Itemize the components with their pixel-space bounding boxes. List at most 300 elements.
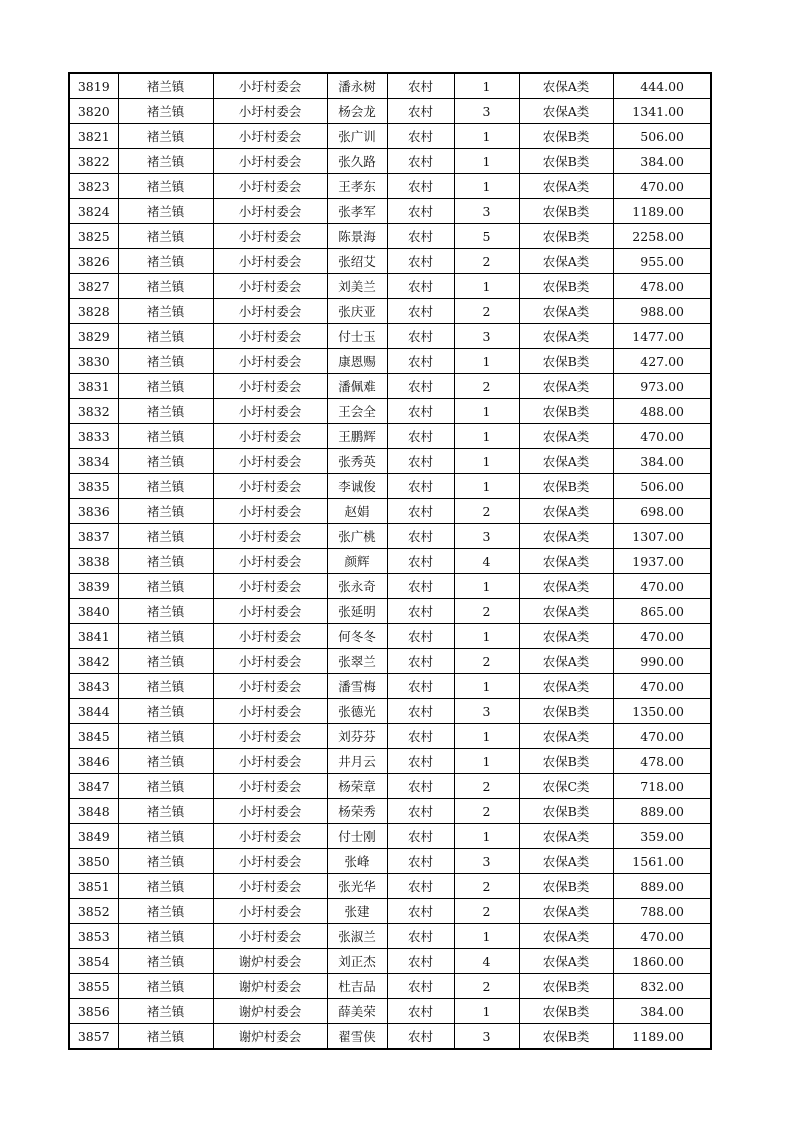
- table-row: [69, 749, 711, 774]
- cell-town: 褚兰镇: [118, 1024, 213, 1050]
- cell-amount: 718.00: [613, 774, 711, 799]
- cell-insurance-class: 农保A类: [519, 73, 613, 99]
- cell-area-type: 农村: [387, 799, 454, 824]
- cell-row-id: 3824: [69, 199, 118, 224]
- cell-insurance-class: 农保A类: [519, 249, 613, 274]
- cell-row-id: 3845: [69, 724, 118, 749]
- cell-amount: 488.00: [613, 399, 711, 424]
- table-row: [69, 1024, 711, 1050]
- table-row: [69, 924, 711, 949]
- cell-insurance-class: 农保B类: [519, 874, 613, 899]
- cell-town: 褚兰镇: [118, 124, 213, 149]
- cell-amount: 1477.00: [613, 324, 711, 349]
- cell-name: 张淑兰: [327, 924, 387, 949]
- cell-household-count: 3: [454, 1024, 519, 1050]
- cell-household-count: 2: [454, 874, 519, 899]
- cell-name: 杨荣章: [327, 774, 387, 799]
- cell-area-type: 农村: [387, 874, 454, 899]
- cell-village: 小圩村委会: [213, 124, 327, 149]
- cell-row-id: 3847: [69, 774, 118, 799]
- cell-name: 何冬冬: [327, 624, 387, 649]
- table-row: [69, 574, 711, 599]
- cell-household-count: 1: [454, 999, 519, 1024]
- cell-row-id: 3851: [69, 874, 118, 899]
- table-row: [69, 599, 711, 624]
- cell-name: 薛美荣: [327, 999, 387, 1024]
- table-row: [69, 224, 711, 249]
- cell-insurance-class: 农保A类: [519, 174, 613, 199]
- cell-name: 刘芬芬: [327, 724, 387, 749]
- table-row: [69, 649, 711, 674]
- cell-name: 杨会龙: [327, 99, 387, 124]
- cell-name: 王会全: [327, 399, 387, 424]
- cell-town: 褚兰镇: [118, 73, 213, 99]
- cell-name: 张久路: [327, 149, 387, 174]
- cell-household-count: 2: [454, 649, 519, 674]
- cell-row-id: 3821: [69, 124, 118, 149]
- cell-village: 小圩村委会: [213, 899, 327, 924]
- table-row: [69, 799, 711, 824]
- cell-area-type: 农村: [387, 574, 454, 599]
- cell-area-type: 农村: [387, 324, 454, 349]
- cell-household-count: 1: [454, 149, 519, 174]
- cell-name: 张延明: [327, 599, 387, 624]
- cell-village: 小圩村委会: [213, 799, 327, 824]
- table-row: [69, 774, 711, 799]
- cell-area-type: 农村: [387, 274, 454, 299]
- cell-insurance-class: 农保B类: [519, 274, 613, 299]
- cell-village: 小圩村委会: [213, 924, 327, 949]
- cell-insurance-class: 农保A类: [519, 824, 613, 849]
- cell-area-type: 农村: [387, 924, 454, 949]
- cell-name: 张庆亚: [327, 299, 387, 324]
- cell-amount: 1189.00: [613, 199, 711, 224]
- cell-household-count: 5: [454, 224, 519, 249]
- cell-name: 赵娟: [327, 499, 387, 524]
- cell-name: 王鹏辉: [327, 424, 387, 449]
- table-row: [69, 449, 711, 474]
- cell-area-type: 农村: [387, 199, 454, 224]
- table-row: [69, 174, 711, 199]
- cell-household-count: 1: [454, 624, 519, 649]
- cell-village: 小圩村委会: [213, 374, 327, 399]
- cell-amount: 1350.00: [613, 699, 711, 724]
- cell-area-type: 农村: [387, 999, 454, 1024]
- cell-row-id: 3856: [69, 999, 118, 1024]
- cell-town: 褚兰镇: [118, 624, 213, 649]
- cell-area-type: 农村: [387, 599, 454, 624]
- cell-village: 小圩村委会: [213, 474, 327, 499]
- cell-area-type: 农村: [387, 424, 454, 449]
- cell-village: 谢炉村委会: [213, 949, 327, 974]
- cell-row-id: 3854: [69, 949, 118, 974]
- cell-insurance-class: 农保A类: [519, 324, 613, 349]
- cell-amount: 470.00: [613, 174, 711, 199]
- cell-household-count: 1: [454, 749, 519, 774]
- cell-town: 褚兰镇: [118, 249, 213, 274]
- cell-insurance-class: 农保A类: [519, 99, 613, 124]
- table-row: [69, 524, 711, 549]
- cell-household-count: 1: [454, 724, 519, 749]
- cell-name: 井月云: [327, 749, 387, 774]
- cell-insurance-class: 农保A类: [519, 849, 613, 874]
- cell-village: 小圩村委会: [213, 349, 327, 374]
- cell-insurance-class: 农保B类: [519, 799, 613, 824]
- cell-name: 杨荣秀: [327, 799, 387, 824]
- cell-town: 褚兰镇: [118, 674, 213, 699]
- cell-town: 褚兰镇: [118, 924, 213, 949]
- cell-amount: 444.00: [613, 73, 711, 99]
- table-row: [69, 199, 711, 224]
- cell-area-type: 农村: [387, 549, 454, 574]
- cell-amount: 2258.00: [613, 224, 711, 249]
- cell-insurance-class: 农保B类: [519, 974, 613, 999]
- table-row: [69, 374, 711, 399]
- cell-amount: 1341.00: [613, 99, 711, 124]
- cell-town: 褚兰镇: [118, 449, 213, 474]
- table-row: [69, 324, 711, 349]
- cell-household-count: 3: [454, 99, 519, 124]
- cell-village: 小圩村委会: [213, 774, 327, 799]
- cell-row-id: 3830: [69, 349, 118, 374]
- cell-town: 褚兰镇: [118, 224, 213, 249]
- cell-row-id: 3827: [69, 274, 118, 299]
- cell-name: 张翠兰: [327, 649, 387, 674]
- cell-name: 付士玉: [327, 324, 387, 349]
- cell-village: 小圩村委会: [213, 624, 327, 649]
- cell-insurance-class: 农保C类: [519, 774, 613, 799]
- cell-household-count: 3: [454, 324, 519, 349]
- cell-household-count: 1: [454, 124, 519, 149]
- cell-household-count: 1: [454, 924, 519, 949]
- cell-insurance-class: 农保A类: [519, 899, 613, 924]
- cell-row-id: 3846: [69, 749, 118, 774]
- cell-name: 付士刚: [327, 824, 387, 849]
- cell-name: 张孝军: [327, 199, 387, 224]
- table-row: [69, 549, 711, 574]
- cell-name: 张广桃: [327, 524, 387, 549]
- cell-row-id: 3844: [69, 699, 118, 724]
- cell-area-type: 农村: [387, 974, 454, 999]
- cell-row-id: 3857: [69, 1024, 118, 1050]
- cell-insurance-class: 农保A类: [519, 624, 613, 649]
- cell-amount: 470.00: [613, 424, 711, 449]
- cell-amount: 698.00: [613, 499, 711, 524]
- cell-town: 褚兰镇: [118, 199, 213, 224]
- cell-village: 小圩村委会: [213, 749, 327, 774]
- cell-name: 刘正杰: [327, 949, 387, 974]
- cell-area-type: 农村: [387, 699, 454, 724]
- cell-name: 张建: [327, 899, 387, 924]
- cell-household-count: 1: [454, 73, 519, 99]
- cell-name: 陈景海: [327, 224, 387, 249]
- cell-amount: 359.00: [613, 824, 711, 849]
- cell-area-type: 农村: [387, 749, 454, 774]
- cell-amount: 865.00: [613, 599, 711, 624]
- cell-town: 褚兰镇: [118, 649, 213, 674]
- cell-name: 潘永树: [327, 73, 387, 99]
- cell-area-type: 农村: [387, 73, 454, 99]
- cell-amount: 889.00: [613, 874, 711, 899]
- cell-area-type: 农村: [387, 624, 454, 649]
- cell-insurance-class: 农保A类: [519, 599, 613, 624]
- cell-area-type: 农村: [387, 374, 454, 399]
- cell-insurance-class: 农保B类: [519, 749, 613, 774]
- cell-insurance-class: 农保A类: [519, 674, 613, 699]
- table-row: [69, 724, 711, 749]
- table-body: [69, 73, 711, 1049]
- cell-name: 张光华: [327, 874, 387, 899]
- cell-amount: 470.00: [613, 574, 711, 599]
- cell-household-count: 1: [454, 424, 519, 449]
- cell-area-type: 农村: [387, 349, 454, 374]
- cell-amount: 955.00: [613, 249, 711, 274]
- cell-household-count: 2: [454, 299, 519, 324]
- cell-amount: 1307.00: [613, 524, 711, 549]
- cell-amount: 470.00: [613, 924, 711, 949]
- cell-household-count: 1: [454, 349, 519, 374]
- cell-area-type: 农村: [387, 724, 454, 749]
- cell-village: 小圩村委会: [213, 599, 327, 624]
- cell-village: 小圩村委会: [213, 99, 327, 124]
- cell-village: 小圩村委会: [213, 649, 327, 674]
- cell-insurance-class: 农保B类: [519, 149, 613, 174]
- cell-row-id: 3834: [69, 449, 118, 474]
- cell-name: 杜吉品: [327, 974, 387, 999]
- cell-row-id: 3850: [69, 849, 118, 874]
- cell-row-id: 3823: [69, 174, 118, 199]
- cell-town: 褚兰镇: [118, 749, 213, 774]
- cell-insurance-class: 农保B类: [519, 399, 613, 424]
- cell-area-type: 农村: [387, 849, 454, 874]
- cell-amount: 1860.00: [613, 949, 711, 974]
- table-row: [69, 424, 711, 449]
- cell-name: 潘佩难: [327, 374, 387, 399]
- cell-village: 小圩村委会: [213, 449, 327, 474]
- cell-row-id: 3841: [69, 624, 118, 649]
- cell-town: 褚兰镇: [118, 824, 213, 849]
- cell-town: 褚兰镇: [118, 374, 213, 399]
- cell-amount: 832.00: [613, 974, 711, 999]
- cell-insurance-class: 农保A类: [519, 424, 613, 449]
- table-row: [69, 674, 711, 699]
- cell-household-count: 1: [454, 674, 519, 699]
- cell-name: 颜辉: [327, 549, 387, 574]
- cell-village: 小圩村委会: [213, 324, 327, 349]
- cell-row-id: 3837: [69, 524, 118, 549]
- cell-amount: 478.00: [613, 274, 711, 299]
- cell-town: 褚兰镇: [118, 849, 213, 874]
- cell-village: 小圩村委会: [213, 299, 327, 324]
- cell-row-id: 3855: [69, 974, 118, 999]
- table-row: [69, 899, 711, 924]
- cell-area-type: 农村: [387, 949, 454, 974]
- cell-row-id: 3840: [69, 599, 118, 624]
- cell-insurance-class: 农保B类: [519, 199, 613, 224]
- cell-area-type: 农村: [387, 649, 454, 674]
- cell-household-count: 1: [454, 574, 519, 599]
- cell-village: 小圩村委会: [213, 549, 327, 574]
- cell-town: 褚兰镇: [118, 499, 213, 524]
- table-row: [69, 474, 711, 499]
- cell-area-type: 农村: [387, 249, 454, 274]
- cell-town: 褚兰镇: [118, 474, 213, 499]
- cell-area-type: 农村: [387, 299, 454, 324]
- cell-town: 褚兰镇: [118, 774, 213, 799]
- cell-area-type: 农村: [387, 1024, 454, 1050]
- cell-village: 小圩村委会: [213, 874, 327, 899]
- cell-name: 康恩赐: [327, 349, 387, 374]
- cell-household-count: 1: [454, 449, 519, 474]
- cell-name: 潘雪梅: [327, 674, 387, 699]
- cell-town: 褚兰镇: [118, 949, 213, 974]
- cell-household-count: 2: [454, 499, 519, 524]
- cell-town: 褚兰镇: [118, 999, 213, 1024]
- cell-amount: 1937.00: [613, 549, 711, 574]
- cell-town: 褚兰镇: [118, 399, 213, 424]
- table-row: [69, 999, 711, 1024]
- cell-town: 褚兰镇: [118, 599, 213, 624]
- cell-household-count: 2: [454, 774, 519, 799]
- cell-amount: 384.00: [613, 999, 711, 1024]
- table-row: [69, 874, 711, 899]
- cell-row-id: 3838: [69, 549, 118, 574]
- cell-village: 小圩村委会: [213, 699, 327, 724]
- table-row: [69, 274, 711, 299]
- cell-household-count: 4: [454, 549, 519, 574]
- cell-town: 褚兰镇: [118, 974, 213, 999]
- cell-amount: 427.00: [613, 349, 711, 374]
- cell-amount: 1189.00: [613, 1024, 711, 1050]
- cell-insurance-class: 农保B类: [519, 224, 613, 249]
- cell-row-id: 3833: [69, 424, 118, 449]
- cell-insurance-class: 农保B类: [519, 349, 613, 374]
- cell-name: 张秀英: [327, 449, 387, 474]
- cell-area-type: 农村: [387, 149, 454, 174]
- cell-household-count: 1: [454, 174, 519, 199]
- cell-insurance-class: 农保B类: [519, 474, 613, 499]
- cell-village: 小圩村委会: [213, 149, 327, 174]
- cell-household-count: 2: [454, 974, 519, 999]
- cell-row-id: 3829: [69, 324, 118, 349]
- table-row: [69, 499, 711, 524]
- cell-household-count: 3: [454, 524, 519, 549]
- cell-village: 小圩村委会: [213, 524, 327, 549]
- cell-amount: 788.00: [613, 899, 711, 924]
- cell-name: 张永奇: [327, 574, 387, 599]
- cell-town: 褚兰镇: [118, 99, 213, 124]
- cell-household-count: 2: [454, 374, 519, 399]
- cell-insurance-class: 农保B类: [519, 124, 613, 149]
- cell-household-count: 2: [454, 899, 519, 924]
- cell-name: 翟雪侠: [327, 1024, 387, 1050]
- cell-row-id: 3832: [69, 399, 118, 424]
- cell-household-count: 1: [454, 824, 519, 849]
- cell-town: 褚兰镇: [118, 699, 213, 724]
- cell-insurance-class: 农保A类: [519, 299, 613, 324]
- cell-name: 李诚俊: [327, 474, 387, 499]
- cell-name: 刘美兰: [327, 274, 387, 299]
- cell-insurance-class: 农保A类: [519, 724, 613, 749]
- table-row: [69, 624, 711, 649]
- cell-amount: 1561.00: [613, 849, 711, 874]
- cell-row-id: 3839: [69, 574, 118, 599]
- cell-village: 小圩村委会: [213, 499, 327, 524]
- cell-household-count: 3: [454, 699, 519, 724]
- cell-village: 小圩村委会: [213, 824, 327, 849]
- cell-row-id: 3842: [69, 649, 118, 674]
- cell-household-count: 3: [454, 199, 519, 224]
- cell-town: 褚兰镇: [118, 349, 213, 374]
- cell-amount: 384.00: [613, 149, 711, 174]
- cell-town: 褚兰镇: [118, 524, 213, 549]
- cell-amount: 470.00: [613, 724, 711, 749]
- cell-town: 褚兰镇: [118, 324, 213, 349]
- cell-village: 谢炉村委会: [213, 974, 327, 999]
- cell-amount: 973.00: [613, 374, 711, 399]
- cell-insurance-class: 农保A类: [519, 924, 613, 949]
- cell-row-id: 3853: [69, 924, 118, 949]
- cell-town: 褚兰镇: [118, 274, 213, 299]
- cell-row-id: 3835: [69, 474, 118, 499]
- cell-area-type: 农村: [387, 99, 454, 124]
- cell-village: 小圩村委会: [213, 574, 327, 599]
- cell-village: 小圩村委会: [213, 249, 327, 274]
- cell-row-id: 3849: [69, 824, 118, 849]
- cell-town: 褚兰镇: [118, 424, 213, 449]
- cell-insurance-class: 农保A类: [519, 449, 613, 474]
- cell-town: 褚兰镇: [118, 874, 213, 899]
- cell-row-id: 3820: [69, 99, 118, 124]
- cell-row-id: 3836: [69, 499, 118, 524]
- data-table: [68, 72, 712, 1050]
- cell-insurance-class: 农保B类: [519, 699, 613, 724]
- cell-town: 褚兰镇: [118, 174, 213, 199]
- table-row: [69, 149, 711, 174]
- cell-town: 褚兰镇: [118, 724, 213, 749]
- cell-insurance-class: 农保B类: [519, 999, 613, 1024]
- table-row: [69, 124, 711, 149]
- cell-insurance-class: 农保A类: [519, 649, 613, 674]
- table-row: [69, 349, 711, 374]
- cell-town: 褚兰镇: [118, 149, 213, 174]
- cell-amount: 470.00: [613, 674, 711, 699]
- table-row: [69, 949, 711, 974]
- cell-village: 小圩村委会: [213, 724, 327, 749]
- cell-row-id: 3843: [69, 674, 118, 699]
- cell-area-type: 农村: [387, 499, 454, 524]
- cell-insurance-class: 农保A类: [519, 374, 613, 399]
- cell-town: 褚兰镇: [118, 799, 213, 824]
- cell-row-id: 3828: [69, 299, 118, 324]
- cell-area-type: 农村: [387, 474, 454, 499]
- cell-insurance-class: 农保A类: [519, 524, 613, 549]
- cell-village: 小圩村委会: [213, 849, 327, 874]
- cell-area-type: 农村: [387, 124, 454, 149]
- cell-town: 褚兰镇: [118, 574, 213, 599]
- cell-village: 谢炉村委会: [213, 999, 327, 1024]
- cell-area-type: 农村: [387, 399, 454, 424]
- table-row: [69, 699, 711, 724]
- cell-name: 王孝东: [327, 174, 387, 199]
- cell-village: 小圩村委会: [213, 274, 327, 299]
- cell-area-type: 农村: [387, 824, 454, 849]
- cell-name: 张德光: [327, 699, 387, 724]
- cell-household-count: 3: [454, 849, 519, 874]
- table-row: [69, 824, 711, 849]
- cell-village: 小圩村委会: [213, 199, 327, 224]
- cell-village: 小圩村委会: [213, 73, 327, 99]
